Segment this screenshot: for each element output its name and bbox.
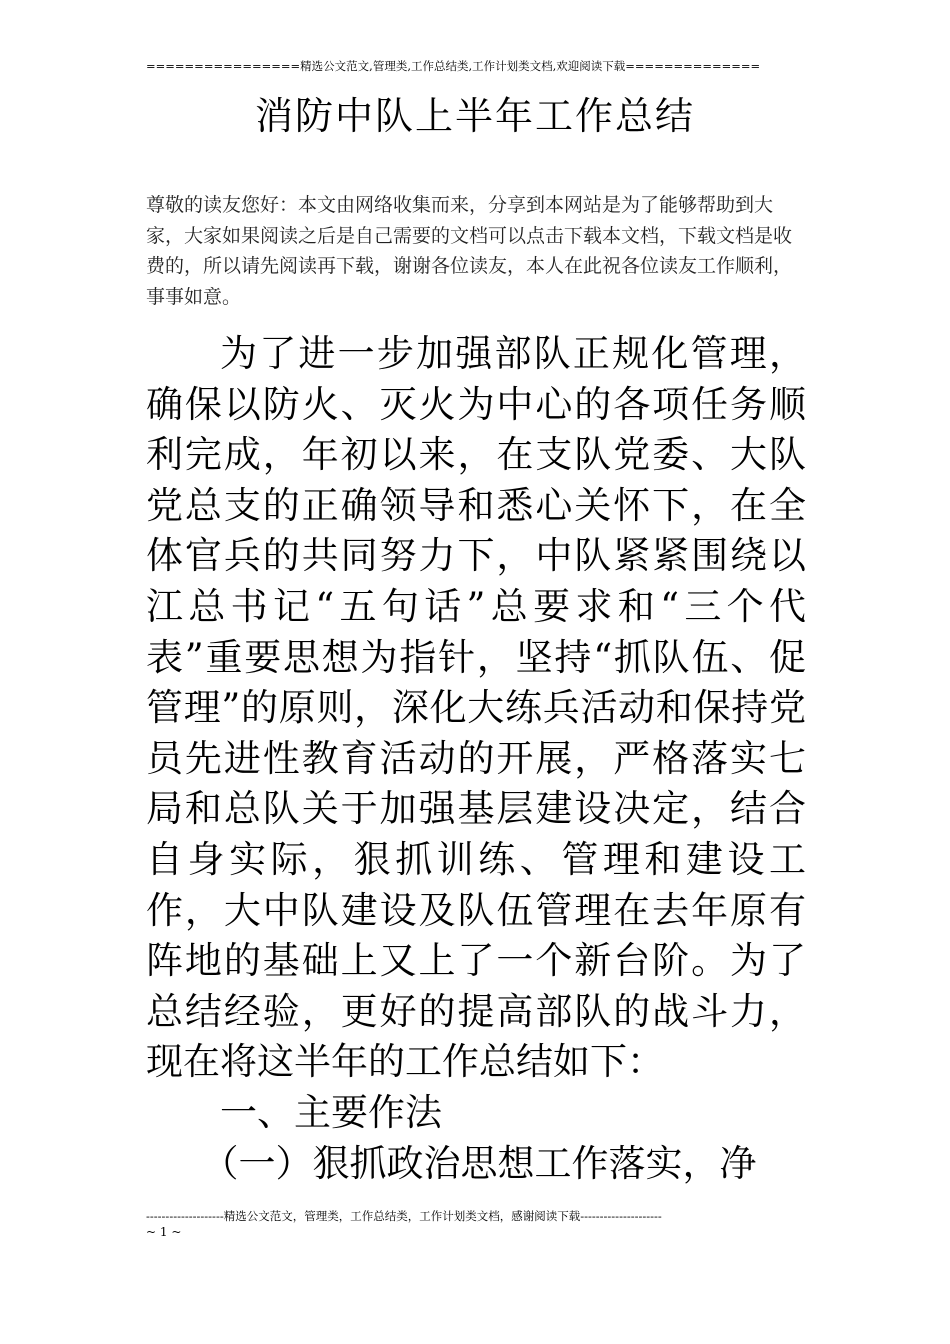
intro-note: 尊敬的读友您好：本文由网络收集而来，分享到本网站是为了能够帮助到大家，大家如果阅读之后是自己需要的文档可以点击下载本文档，下载文档是收费的，所以请先阅读再下载，谢谢各位读友，本人在此祝各位读友工作顺利，事事如意。 (146, 194, 793, 308)
body-paragraph: 为了进一步加强部队正规化管理，确保以防火、灭火为中心的各项任务顺利完成，年初以来，在支队党委、大队党总支的正确领导和悉心关怀下，在全体官兵的共同努力下，中队紧紧围绕以江总书记“五句话”总要求和“三个代表”重要思想为指针，坚持“抓队伍、促管理”的原则，深化大练兵活动和保持党员先进性教育活动的开展，严格落实七局和总队关于加强基层建设决定，结合自身实际，狠抓训练、管理和建设工作，大中队建设及队伍管理在去年原有阵地的基础上又上了一个新台阶。为了总结经验，更好的提高部队的战斗力，现在将这半年的工作总结如下： (146, 332, 806, 1084)
page-number: ~ 1 ~ (146, 1225, 182, 1239)
header-banner: ================精选公文范文,管理类,工作总结类,工作计划类文档,欢迎阅读下载============== (146, 59, 761, 73)
footer-banner: --------------------精选公文范文，管理类，工作总结类，工作计划类文档，感谢阅读下载--------------------- (146, 1209, 662, 1223)
document-body (146, 329, 806, 1189)
subsection-heading: （一）狠抓政治思想工作落实，净 (201, 1141, 757, 1185)
document-title: 消防中队上半年工作总结 (254, 94, 695, 138)
section-heading: 一、主要作法 (220, 1090, 442, 1134)
